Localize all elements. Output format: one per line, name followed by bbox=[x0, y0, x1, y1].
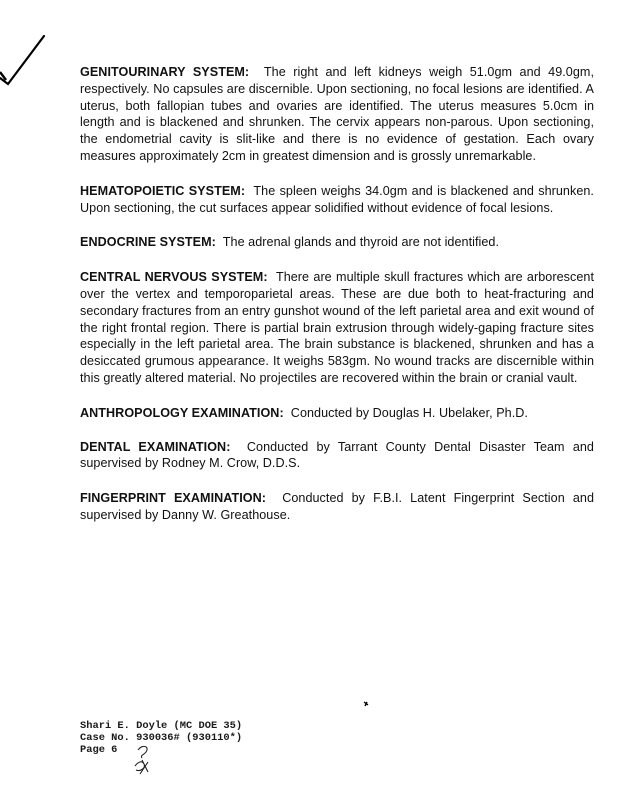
section-text: Conducted by Tarrant County Dental Disaster Team and supervised by Rodney M. Crow, D.D.S. bbox=[80, 439, 594, 471]
section-heading: GENITOURINARY SYSTEM: bbox=[80, 65, 250, 79]
section-heading: DENTAL EXAMINATION: bbox=[80, 439, 231, 454]
section-fingerprint bbox=[80, 490, 594, 524]
section-endocrine bbox=[80, 234, 594, 251]
section-text: There are multiple skull fractures which are arborescent over the vertex and temporoparietal areas. These are due both to heat-fracturing and secondary fractures from an entry gunshot wound of the left parietal area and exit wound of the right frontal region. There is partial brain extrusion through widely-gaping fracture sites especially in the left parietal area. The brain substance is blackened, shrunken and has a desiccated grumous appearance. It weighs 583gm. No wound tracks are discernible within this greatly altered material. No projectiles are recovered within the brain or cranial vault. bbox=[80, 270, 594, 385]
case-number-line: Case No. 930036# (930110*) bbox=[80, 732, 243, 745]
report-body bbox=[80, 64, 594, 542]
examiner-line: Shari E. Doyle (MC DOE 35) bbox=[80, 720, 243, 732]
section-text: Conducted by F.B.I. Latent Fingerprint Section and supervised by Danny W. Greathouse. bbox=[80, 491, 594, 522]
corner-pen-mark bbox=[0, 0, 60, 110]
section-anthropology bbox=[80, 405, 594, 422]
section-central-nervous bbox=[80, 269, 594, 387]
case-footer bbox=[80, 720, 242, 757]
section-heading: CENTRAL NERVOUS SYSTEM: bbox=[80, 270, 268, 285]
page-number-line: Page 6 bbox=[80, 744, 118, 757]
section-text: The right and left kidneys weigh 51.0gm and 49.0gm, respectively. No capsules are discernible. Upon sectioning, no focal lesions are identified. A uterus, both fallopian tubes and ovaries are identified. The uterus measures 5.0cm in length and is blackened and shrunken. The cervix appears non-parous. Upon sectioning, the endometrial cavity is slit-like and there is no evidence of gestation. Each ovary measures approximately 2cm in greatest dimension and is grossly unremarkable. bbox=[80, 65, 595, 163]
stray-mark bbox=[362, 700, 370, 708]
section-text: The adrenal glands and thyroid are not identified. bbox=[222, 235, 500, 250]
section-text: Conducted by Douglas H. Ubelaker, Ph.D. bbox=[290, 405, 528, 420]
section-dental bbox=[80, 439, 594, 473]
section-text: The spleen weighs 34.0gm and is blackened and shrunken. Upon sectioning, the cut surfaces appear solidified without evidence of focal lesions. bbox=[80, 183, 594, 215]
section-heading: HEMATOPOIETIC SYSTEM: bbox=[80, 183, 246, 198]
section-heading: ANTHROPOLOGY EXAMINATION: bbox=[80, 405, 284, 420]
section-heading: FINGERPRINT EXAMINATION: bbox=[80, 491, 267, 506]
section-heading: ENDOCRINE SYSTEM: bbox=[80, 235, 216, 250]
section-genitourinary bbox=[80, 64, 594, 165]
handwritten-page-annotation bbox=[132, 742, 154, 778]
section-hematopoietic bbox=[80, 183, 594, 217]
